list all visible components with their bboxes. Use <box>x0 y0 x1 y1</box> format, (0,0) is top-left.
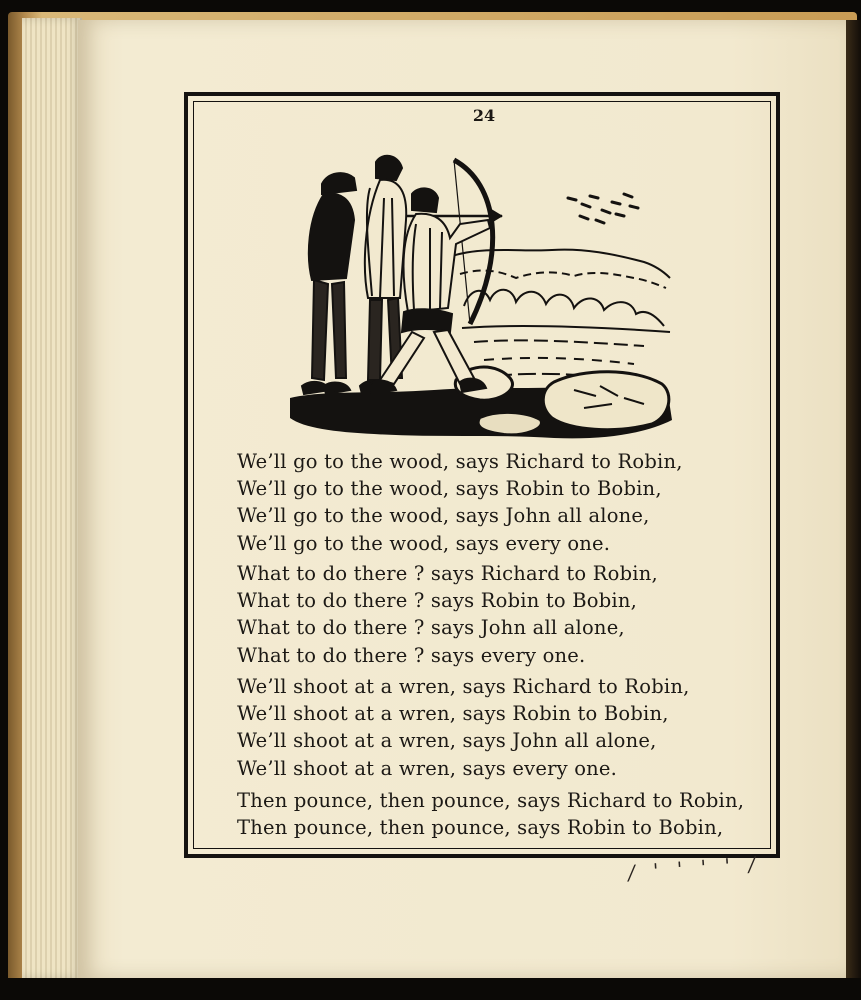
stanza-2 <box>237 560 777 669</box>
stanza-4 <box>237 787 777 841</box>
archers-woodcut-illustration <box>284 128 676 442</box>
verse-line: We’ll shoot at a wren, says Richard to Robin, <box>237 675 690 698</box>
stanza-1 <box>237 448 777 557</box>
verse-line: What to do there ? says Robin to Bobin, <box>237 589 637 613</box>
verse-line: Then pounce, then pounce, says Richard to Robin, <box>237 789 745 812</box>
flying-birds <box>568 194 638 223</box>
verse-line: What to do there ? says Richard to Robin, <box>237 562 658 585</box>
verse-line: We’ll shoot at a wren, says every one. <box>237 756 618 780</box>
bottom-shadow <box>0 978 861 1000</box>
archers-group <box>302 156 490 394</box>
verse-line: We’ll shoot at a wren, says John all alone, <box>237 729 657 753</box>
page-number: 24 <box>472 106 496 125</box>
verse-line: We’ll go to the wood, says John all alone, <box>237 504 650 528</box>
landscape-hills <box>452 250 670 378</box>
verse-line: What to do there ? says every one. <box>237 643 586 667</box>
rocky-ground <box>290 367 672 438</box>
handwritten-marginal-note: / ' ' ' ' / <box>627 851 762 885</box>
verse-line: We’ll shoot at a wren, says Robin to Bobin, <box>237 702 669 726</box>
verse-line: We’ll go to the wood, says Richard to Robin, <box>237 450 683 473</box>
stanza-3 <box>237 673 777 782</box>
verse-line: What to do there ? says John all alone, <box>237 616 625 640</box>
verse-line: We’ll go to the wood, says Robin to Bobin, <box>237 477 662 501</box>
page-edges <box>22 18 82 978</box>
book-spine-shadow <box>846 20 861 980</box>
verse-line: We’ll go to the wood, says every one. <box>237 531 611 555</box>
verse-line: Then pounce, then pounce, says Robin to Bobin, <box>237 816 724 840</box>
